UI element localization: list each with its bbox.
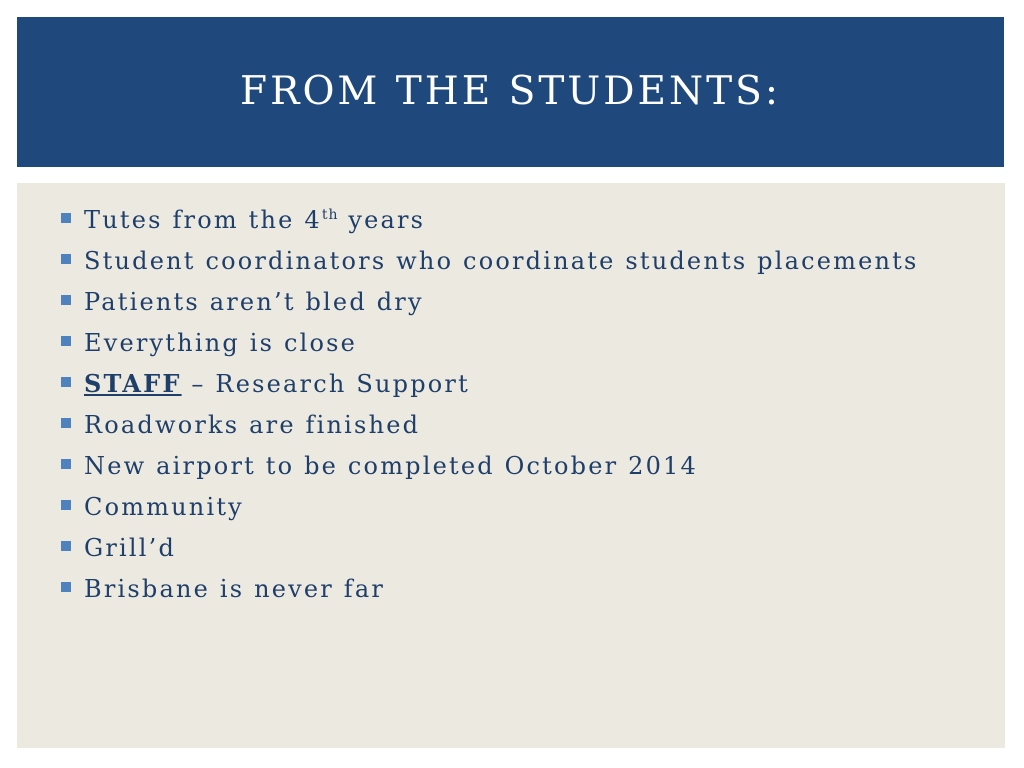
square-bullet-icon (61, 500, 71, 510)
square-bullet-icon (61, 213, 71, 223)
bullet-text: Grill’d (84, 533, 177, 562)
title-banner (17, 17, 1004, 167)
bullet-text: Student coordinators who coordinate students placements (84, 246, 919, 275)
bullet-text: Brisbane is never far (84, 574, 386, 603)
bullet-text: Roadworks are finished (84, 410, 421, 439)
staff-label: STAFF (84, 369, 182, 398)
bullet-text-suffix: – Research Support (181, 370, 470, 398)
square-bullet-icon (61, 459, 71, 469)
bullet-text-main: Tutes from the 4 (84, 205, 322, 234)
list-item (61, 568, 919, 609)
slide-title: FROM THE STUDENTS: (240, 68, 781, 114)
list-item (61, 363, 919, 404)
bullet-text (84, 206, 425, 234)
bullet-text: Everything is close (84, 328, 358, 357)
list-item (61, 486, 919, 527)
square-bullet-icon (61, 295, 71, 305)
bullet-text (84, 369, 470, 398)
bullet-text: New airport to be completed October 2014 (84, 451, 698, 480)
bullet-text: Patients aren’t bled dry (84, 287, 424, 316)
ordinal-superscript: th (321, 206, 339, 223)
content-panel (17, 183, 1005, 748)
list-item (61, 322, 919, 363)
bullet-list (61, 199, 919, 609)
square-bullet-icon (61, 336, 71, 346)
list-item (61, 281, 919, 322)
list-item (61, 527, 919, 568)
square-bullet-icon (61, 582, 71, 592)
list-item (61, 199, 919, 240)
square-bullet-icon (61, 541, 71, 551)
square-bullet-icon (61, 377, 71, 387)
list-item (61, 404, 919, 445)
bullet-text: Community (84, 492, 244, 521)
square-bullet-icon (61, 254, 71, 264)
square-bullet-icon (61, 418, 71, 428)
list-item (61, 445, 919, 486)
list-item (61, 240, 919, 281)
bullet-text-suffix: years (338, 205, 426, 234)
